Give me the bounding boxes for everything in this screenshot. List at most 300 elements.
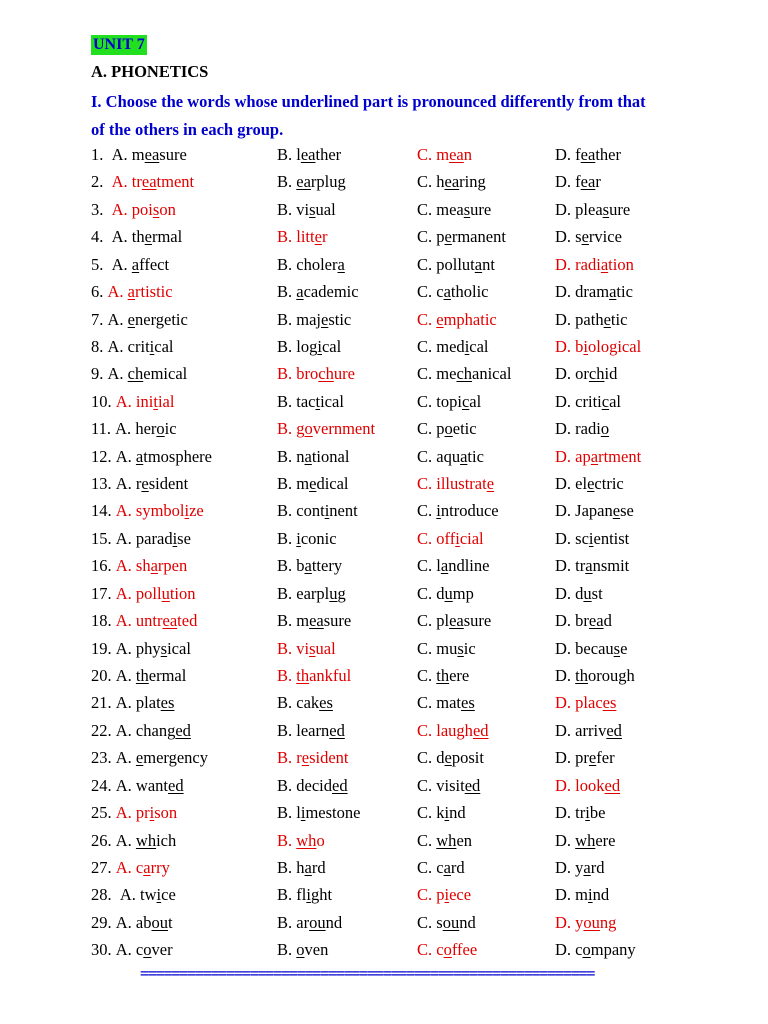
option-b bbox=[277, 388, 344, 415]
word-part: d bbox=[603, 611, 612, 631]
word-part: visit bbox=[436, 775, 465, 795]
option-c bbox=[417, 827, 472, 854]
option-letter: B. bbox=[277, 857, 297, 877]
option-letter: C. bbox=[417, 501, 437, 521]
option-a-answer bbox=[91, 799, 177, 826]
word-part: th bbox=[131, 227, 145, 247]
word-part: sh bbox=[135, 556, 151, 576]
question-row bbox=[0, 881, 768, 908]
question-number: 1. bbox=[91, 145, 112, 164]
word-part: sc bbox=[575, 528, 589, 548]
word-part: tional bbox=[311, 446, 350, 466]
underlined-part: e bbox=[141, 474, 149, 494]
option-letter: B. bbox=[277, 611, 297, 631]
word-part: ual bbox=[315, 199, 336, 219]
word-part: nd bbox=[325, 912, 343, 932]
underlined-part: i bbox=[585, 803, 590, 823]
question-number: 28. bbox=[91, 885, 120, 905]
word-part: nsmit bbox=[592, 556, 630, 576]
option-letter: D. bbox=[555, 364, 576, 384]
question-row bbox=[0, 497, 768, 524]
option-letter: D. bbox=[555, 912, 576, 932]
word-part: rtistic bbox=[135, 282, 173, 302]
word-part: ical bbox=[167, 638, 191, 658]
option-d-answer bbox=[555, 443, 641, 470]
underlined-part: u bbox=[161, 583, 170, 603]
underlined-part: u bbox=[329, 583, 338, 603]
word-part: ual bbox=[315, 638, 336, 658]
option-letter: D. bbox=[555, 501, 576, 521]
word-part: off bbox=[436, 528, 456, 548]
underlined-part: wh bbox=[135, 830, 157, 850]
underlined-part: o bbox=[143, 940, 152, 960]
underlined-part: i bbox=[172, 528, 178, 548]
option-b bbox=[277, 196, 336, 223]
option-a bbox=[91, 223, 182, 250]
option-letter: D. bbox=[555, 940, 576, 960]
question-row bbox=[0, 278, 768, 305]
option-letter: B. bbox=[277, 912, 297, 932]
underlined-part: ed bbox=[464, 775, 481, 795]
word-part: stic bbox=[328, 309, 352, 329]
word-part: cak bbox=[296, 693, 320, 713]
underlined-part: e bbox=[301, 748, 310, 768]
question-number: 16. bbox=[91, 556, 116, 576]
underlined-part: es bbox=[160, 693, 175, 713]
question-row bbox=[0, 360, 768, 387]
word-part: rtment bbox=[598, 446, 642, 466]
option-d bbox=[555, 607, 612, 634]
word-part: cademic bbox=[303, 282, 359, 302]
underlined-part: ed bbox=[168, 775, 184, 795]
word-part: radi bbox=[575, 254, 601, 274]
option-d bbox=[555, 223, 622, 250]
option-letter: B. bbox=[277, 501, 297, 521]
underlined-part: a bbox=[443, 282, 451, 302]
option-letter: A. bbox=[115, 474, 136, 494]
option-d-answer bbox=[555, 251, 634, 278]
option-d-answer bbox=[555, 909, 616, 936]
option-letter: D. bbox=[555, 775, 576, 795]
option-a-answer bbox=[91, 168, 194, 195]
word-part: r bbox=[321, 227, 328, 247]
word-part: mea bbox=[436, 199, 464, 219]
underlined-part: a bbox=[583, 857, 591, 877]
word-part: sure bbox=[463, 611, 492, 631]
option-letter: C. bbox=[417, 666, 437, 686]
option-letter: D. bbox=[555, 583, 576, 603]
option-d bbox=[555, 881, 609, 908]
option-b bbox=[277, 881, 332, 908]
question-row bbox=[0, 580, 768, 607]
option-letter: A. bbox=[111, 227, 132, 247]
word-part: ological bbox=[588, 336, 642, 356]
option-a-answer bbox=[91, 854, 170, 881]
option-letter: A. bbox=[115, 528, 136, 548]
option-d bbox=[555, 662, 635, 689]
word-part: posit bbox=[451, 748, 484, 768]
option-letter: D. bbox=[555, 556, 576, 576]
word-part: c bbox=[436, 857, 444, 877]
option-letter: D. bbox=[555, 638, 576, 658]
option-d bbox=[555, 799, 605, 826]
option-d bbox=[555, 580, 603, 607]
word-part: m bbox=[436, 145, 450, 164]
word-part: emical bbox=[143, 364, 188, 384]
question-number: 15. bbox=[91, 528, 116, 548]
option-letter: A. bbox=[107, 336, 128, 356]
word-part: s bbox=[575, 227, 582, 247]
option-c bbox=[417, 552, 489, 579]
instruction-line-1: I. Choose the words whose underlined part is pronounced differently from that bbox=[91, 92, 646, 111]
option-letter: B. bbox=[277, 446, 297, 466]
word-part: plat bbox=[135, 693, 161, 713]
word-part: fer bbox=[596, 748, 615, 768]
underlined-part: ou bbox=[309, 912, 326, 932]
option-a-answer bbox=[91, 278, 173, 305]
option-letter: C. bbox=[417, 693, 437, 713]
underlined-part: ed bbox=[472, 720, 489, 740]
option-d bbox=[555, 141, 621, 168]
question-row bbox=[0, 223, 768, 250]
word-part: Japan bbox=[575, 501, 613, 521]
option-a bbox=[91, 881, 176, 908]
question-number: 24. bbox=[91, 775, 116, 795]
option-b bbox=[277, 936, 328, 963]
word-part: id bbox=[604, 364, 618, 384]
underlined-part: c bbox=[601, 391, 610, 411]
option-a-answer bbox=[91, 607, 197, 634]
question-row bbox=[0, 141, 768, 168]
question-row bbox=[0, 388, 768, 415]
underlined-part: s bbox=[602, 199, 610, 219]
word-part: poll bbox=[135, 583, 162, 603]
option-letter: B. bbox=[277, 528, 297, 548]
word-part: radi bbox=[575, 419, 601, 439]
word-part: me bbox=[436, 364, 457, 384]
word-part: ece bbox=[449, 885, 472, 905]
word-part: tment bbox=[156, 172, 195, 192]
word-part: ce bbox=[161, 885, 176, 905]
option-letter: D. bbox=[555, 885, 576, 905]
word-part: parad bbox=[135, 528, 173, 548]
option-b bbox=[277, 470, 349, 497]
underlined-part: ea bbox=[580, 145, 596, 164]
underlined-part: a bbox=[304, 446, 312, 466]
option-letter: C. bbox=[417, 611, 437, 631]
option-letter: D. bbox=[555, 748, 576, 768]
underlined-part: e bbox=[581, 227, 589, 247]
option-b bbox=[277, 141, 341, 168]
word-part: al bbox=[609, 391, 621, 411]
option-b-answer bbox=[277, 360, 355, 387]
word-part: g bbox=[337, 583, 346, 603]
option-letter: C. bbox=[417, 857, 437, 877]
word-part: cont bbox=[296, 501, 325, 521]
word-part: maj bbox=[296, 309, 322, 329]
option-b bbox=[277, 278, 359, 305]
question-row bbox=[0, 525, 768, 552]
word-part: poi bbox=[131, 199, 153, 219]
word-part: etic bbox=[452, 419, 477, 439]
underlined-part: ea bbox=[309, 611, 324, 631]
underlined-part: ea bbox=[162, 611, 178, 631]
word-part: p bbox=[436, 227, 445, 247]
option-letter: D. bbox=[555, 199, 576, 219]
question-row bbox=[0, 333, 768, 360]
option-d bbox=[555, 552, 629, 579]
underlined-part: s bbox=[160, 638, 168, 658]
word-part: rd bbox=[450, 857, 465, 877]
option-letter: A. bbox=[115, 501, 136, 521]
word-part: tion bbox=[608, 254, 634, 274]
question-row bbox=[0, 772, 768, 799]
option-letter: D. bbox=[555, 446, 576, 466]
option-letter: C. bbox=[417, 199, 437, 219]
word-part: ght bbox=[310, 885, 333, 905]
option-b-answer bbox=[277, 223, 327, 250]
word-part: cal bbox=[154, 336, 174, 356]
word-part: ermal bbox=[148, 666, 187, 686]
question-number: 29. bbox=[91, 912, 116, 932]
word-part: rmal bbox=[151, 227, 183, 247]
underlined-part: i bbox=[464, 336, 470, 356]
option-letter: A. bbox=[107, 364, 128, 384]
word-part: choler bbox=[296, 254, 338, 274]
word-part: ic bbox=[463, 638, 476, 658]
word-part: fl bbox=[296, 885, 307, 905]
question-row bbox=[0, 854, 768, 881]
option-a-answer bbox=[91, 552, 187, 579]
word-part: r bbox=[135, 474, 142, 494]
word-part: rplug bbox=[310, 172, 346, 192]
option-letter: D. bbox=[555, 474, 576, 494]
underlined-part: u bbox=[444, 583, 453, 603]
underlined-part: o bbox=[582, 940, 591, 960]
underlined-part: i bbox=[149, 336, 155, 356]
underlined-part: i bbox=[306, 885, 311, 905]
question-number: 6. bbox=[91, 282, 108, 302]
option-letter: B. bbox=[277, 172, 297, 192]
option-c bbox=[417, 388, 481, 415]
section-title: A. PHONETICS bbox=[91, 62, 209, 81]
option-letter: D. bbox=[555, 227, 576, 247]
option-letter: A. bbox=[115, 556, 136, 576]
option-a bbox=[91, 415, 177, 442]
word-part: f bbox=[575, 172, 581, 192]
word-part: tic bbox=[610, 309, 628, 329]
word-part: se bbox=[177, 528, 191, 548]
underlined-part: e bbox=[444, 227, 452, 247]
instruction-line-2: of the others in each group. bbox=[91, 120, 284, 139]
word-part: litt bbox=[296, 227, 315, 247]
underlined-part: o bbox=[304, 419, 313, 439]
word-part: mp bbox=[452, 583, 474, 603]
word-part: or bbox=[575, 364, 589, 384]
option-d bbox=[555, 388, 621, 415]
word-part: tic bbox=[616, 282, 633, 302]
option-a-answer bbox=[91, 580, 196, 607]
underlined-part: ed bbox=[606, 720, 622, 740]
question-number: 9. bbox=[91, 364, 108, 384]
word-part: tion bbox=[169, 583, 196, 603]
word-part: dram bbox=[575, 282, 610, 302]
option-letter: B. bbox=[277, 145, 297, 164]
word-part: g bbox=[296, 419, 305, 439]
option-letter: A. bbox=[115, 391, 136, 411]
option-letter: B. bbox=[277, 364, 297, 384]
word-part: p bbox=[436, 885, 445, 905]
option-letter: D. bbox=[555, 803, 576, 823]
question-row bbox=[0, 909, 768, 936]
option-letter: A. bbox=[115, 830, 136, 850]
option-letter: A. bbox=[115, 720, 136, 740]
underlined-part: i bbox=[300, 803, 306, 823]
option-letter: C. bbox=[417, 391, 437, 411]
word-part: cal bbox=[469, 336, 489, 356]
word-part: vi bbox=[296, 638, 310, 658]
word-part: want bbox=[135, 775, 168, 795]
question-number: 8. bbox=[91, 336, 108, 356]
option-d-answer bbox=[555, 772, 620, 799]
option-c bbox=[417, 443, 484, 470]
option-a bbox=[91, 635, 191, 662]
option-c bbox=[417, 415, 477, 442]
word-part: c bbox=[135, 940, 144, 960]
word-part: ini bbox=[135, 391, 154, 411]
option-letter: B. bbox=[277, 474, 297, 494]
option-letter: C. bbox=[417, 446, 437, 466]
underlined-part: a bbox=[150, 556, 158, 576]
question-number: 21. bbox=[91, 693, 116, 713]
underlined-part: u bbox=[583, 583, 592, 603]
word-part: ere bbox=[595, 830, 616, 850]
underlined-part: t bbox=[315, 391, 321, 411]
word-part: crit bbox=[127, 336, 150, 356]
word-part: ere bbox=[449, 666, 470, 686]
underlined-part: e bbox=[309, 474, 317, 494]
underlined-part: ou bbox=[151, 912, 168, 932]
underlined-part: th bbox=[575, 666, 589, 686]
underlined-part: c bbox=[461, 391, 470, 411]
option-letter: B. bbox=[277, 199, 297, 219]
word-part: on bbox=[159, 199, 176, 219]
option-a bbox=[91, 360, 187, 387]
word-part: b bbox=[296, 556, 305, 576]
option-b bbox=[277, 689, 333, 716]
word-part: ver bbox=[151, 940, 173, 960]
question-number: 13. bbox=[91, 474, 116, 494]
option-a bbox=[91, 744, 208, 771]
option-letter: D. bbox=[555, 145, 576, 164]
underlined-part: o bbox=[443, 940, 452, 960]
underlined-part: ch bbox=[456, 364, 473, 384]
option-letter: C. bbox=[417, 748, 437, 768]
underlined-part: a bbox=[296, 282, 304, 302]
word-part: cial bbox=[459, 528, 484, 548]
word-part: o bbox=[316, 830, 325, 850]
underlined-part: a bbox=[135, 446, 144, 466]
option-b-answer bbox=[277, 744, 349, 771]
word-part: n bbox=[296, 446, 305, 466]
option-letter: C. bbox=[417, 364, 437, 384]
option-letter: A. bbox=[115, 857, 136, 877]
word-part: nd bbox=[459, 912, 476, 932]
underlined-part: o bbox=[600, 419, 610, 439]
option-letter: D. bbox=[555, 391, 576, 411]
instruction bbox=[91, 88, 731, 144]
option-letter: C. bbox=[417, 885, 437, 905]
option-c bbox=[417, 196, 491, 223]
word-part: symbol bbox=[135, 501, 185, 521]
underlined-part: a bbox=[440, 556, 449, 576]
option-letter: C. bbox=[417, 775, 437, 795]
word-part: p bbox=[436, 419, 445, 439]
word-part: ure bbox=[333, 364, 355, 384]
option-letter: A. bbox=[115, 748, 136, 768]
option-b-answer bbox=[277, 415, 375, 442]
option-c bbox=[417, 360, 511, 387]
option-letter: B. bbox=[277, 227, 297, 247]
option-d bbox=[555, 525, 629, 552]
option-c bbox=[417, 251, 495, 278]
word-part: anical bbox=[472, 364, 512, 384]
separator-line: ========================================================== bbox=[140, 964, 595, 982]
word-part: rvice bbox=[588, 227, 622, 247]
option-c-answer bbox=[417, 141, 472, 168]
word-part: ted bbox=[177, 611, 198, 631]
question-row bbox=[0, 251, 768, 278]
word-part: ic bbox=[164, 419, 177, 439]
underlined-part: ou bbox=[442, 912, 460, 932]
underlined-part: e bbox=[444, 748, 452, 768]
underlined-part: e bbox=[135, 748, 144, 768]
option-letter: B. bbox=[277, 583, 297, 603]
word-part: orough bbox=[588, 666, 635, 686]
word-part: rry bbox=[150, 857, 170, 877]
underlined-part: s bbox=[152, 199, 160, 219]
option-b bbox=[277, 799, 360, 826]
word-part: n bbox=[463, 145, 473, 164]
underlined-part: a bbox=[127, 282, 135, 302]
option-c-answer bbox=[417, 525, 484, 552]
underlined-part: es bbox=[319, 693, 333, 713]
option-d bbox=[555, 744, 615, 771]
word-part: pl bbox=[436, 611, 450, 631]
option-b bbox=[277, 854, 326, 881]
word-part: s bbox=[436, 912, 443, 932]
question-number: 26. bbox=[91, 830, 116, 850]
underlined-part: e bbox=[314, 227, 322, 247]
underlined-part: ch bbox=[318, 364, 334, 384]
word-part: criti bbox=[575, 391, 602, 411]
word-part: ther bbox=[595, 145, 621, 164]
option-letter: C. bbox=[417, 638, 437, 658]
word-part: al bbox=[469, 391, 482, 411]
option-b bbox=[277, 443, 349, 470]
option-letter: A. bbox=[115, 583, 136, 603]
underlined-part: a bbox=[143, 857, 151, 877]
word-part: nent bbox=[329, 501, 358, 521]
question-number: 27. bbox=[91, 857, 116, 877]
word-part: ar bbox=[296, 912, 310, 932]
word-part: tholic bbox=[450, 282, 489, 302]
option-letter: C. bbox=[417, 254, 437, 274]
word-part: chang bbox=[135, 720, 176, 740]
underlined-part: es bbox=[602, 693, 617, 713]
word-part: nd bbox=[592, 885, 610, 905]
question-row bbox=[0, 552, 768, 579]
